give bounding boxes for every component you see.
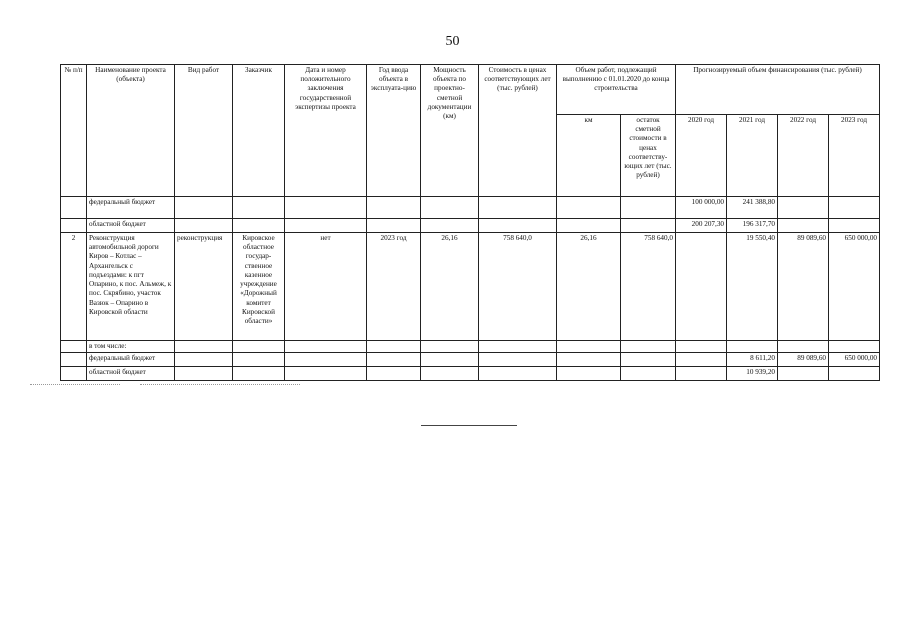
cell-2023: [829, 367, 880, 381]
scan-artifact-line: [140, 384, 300, 385]
project-name: Реконструкция автомобильной дороги Киров – Котлас – Архангельск с подъездами: к пгт Опарино, к пос. Альмеж, к пос. Скрябино, участок Вазюк – Опарино в Кировской области: [87, 233, 175, 341]
in-that-label: в том числе:: [87, 341, 175, 353]
cell-2023: [829, 197, 880, 219]
header-cost: Стоимость в ценах соответствующих лет (тыс. рублей): [479, 65, 557, 197]
table-row: [61, 219, 880, 233]
page-number: 50: [445, 34, 460, 49]
header-volume: Объем работ, подлежащий выполнению с 01.01.2020 до конца строительства: [557, 65, 676, 115]
header-customer: Заказчик: [233, 65, 285, 197]
project-capacity: 26,16: [421, 233, 479, 341]
project-work-type: реконструкция: [175, 233, 233, 341]
header-finance: Прогнозируемый объем финансирования (тыс. рублей): [676, 65, 880, 115]
project-expertise: нет: [285, 233, 367, 341]
end-divider-line: [421, 425, 517, 426]
cell-2023: [829, 219, 880, 233]
cell-2022: 89 089,60: [778, 353, 829, 367]
project-2021: 19 550,40: [727, 233, 778, 341]
cell-2020: 200 207,30: [676, 219, 727, 233]
cell-2021: 196 317,70: [727, 219, 778, 233]
row-label: федеральный бюджет: [87, 197, 175, 219]
project-num: 2: [61, 233, 87, 341]
project-year: 2023 год: [367, 233, 421, 341]
cell-2022: [778, 197, 829, 219]
table-row: [61, 197, 880, 219]
header-work-type: Вид работ: [175, 65, 233, 197]
row-label: областной бюджет: [87, 367, 175, 381]
table-row: [61, 353, 880, 367]
cell-2020: [676, 353, 727, 367]
header-2022: 2022 год: [778, 115, 829, 197]
row-label: областной бюджет: [87, 219, 175, 233]
table-row: [61, 233, 880, 341]
header-expertise: Дата и номер положительного заключения государственной экспертизы проекта: [285, 65, 367, 197]
project-cost: 758 640,0: [479, 233, 557, 341]
project-2020: [676, 233, 727, 341]
project-2022: 89 089,60: [778, 233, 829, 341]
project-customer: Кировское областное государ-ственное казенное учреждение «Дорожный комитет Кировской области»: [233, 233, 285, 341]
scan-artifact-line: [30, 384, 120, 385]
financing-table: [60, 64, 880, 381]
project-volume-km: 26,16: [557, 233, 621, 341]
table-row: [61, 367, 880, 381]
header-volume-rest: остаток сметной стоимости в ценах соответству-ющих лет (тыс. рублей): [621, 115, 676, 197]
header-year: Год ввода объекта в эксплуата-цию: [367, 65, 421, 197]
project-2023: 650 000,00: [829, 233, 880, 341]
header-num: № п/п: [61, 65, 87, 197]
cell-2020: 100 000,00: [676, 197, 727, 219]
header-2021: 2021 год: [727, 115, 778, 197]
table-row: [61, 341, 880, 353]
header-capacity: Мощность объекта по проектно-сметной документации (км): [421, 65, 479, 197]
project-volume-rest: 758 640,0: [621, 233, 676, 341]
header-name: Наименование проекта (объекта): [87, 65, 175, 197]
cell-2023: 650 000,00: [829, 353, 880, 367]
cell-2021: 10 939,20: [727, 367, 778, 381]
cell-2022: [778, 367, 829, 381]
cell-2021: 8 611,20: [727, 353, 778, 367]
header-volume-km: км: [557, 115, 621, 197]
header-2020: 2020 год: [676, 115, 727, 197]
cell-2020: [676, 367, 727, 381]
header-2023: 2023 год: [829, 115, 880, 197]
cell-2021: 241 388,80: [727, 197, 778, 219]
cell-2022: [778, 219, 829, 233]
row-label: федеральный бюджет: [87, 353, 175, 367]
